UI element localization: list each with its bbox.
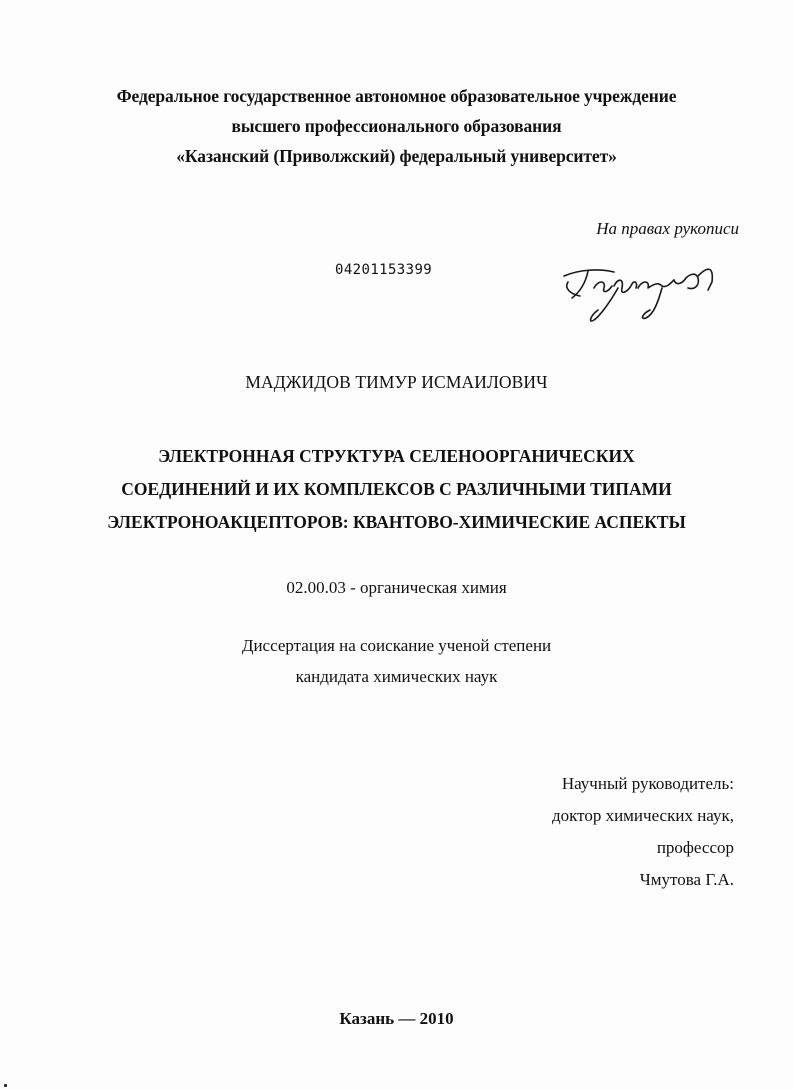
title-line-3: ЭЛЕКТРОНОАКЦЕПТОРОВ: КВАНТОВО-ХИМИЧЕСКИЕ АСПЕКТЫ (107, 512, 686, 532)
supervisor-name: Чмутова Г.А. (639, 870, 734, 889)
institution-line-3: «Казанский (Приволжский) федеральный университет» (176, 146, 617, 166)
institution-line-2: высшего профессионального образования (231, 116, 562, 136)
handwritten-signature (558, 258, 718, 330)
institution-line-1: Федеральное государственное автономное образовательное учреждение (116, 86, 677, 106)
supervisor-rank: профессор (656, 838, 734, 857)
author-name: МАДЖИДОВ ТИМУР ИСМАИЛОВИЧ (245, 372, 548, 392)
supervisor-label: Научный руководитель: (561, 774, 734, 793)
title-line-2: СОЕДИНЕНИЙ И ИХ КОМПЛЕКСОВ С РАЗЛИЧНЫМИ ТИПАМИ (121, 479, 672, 499)
specialty: 02.00.03 - органическая химия (286, 578, 507, 597)
supervisor-degree: доктор химических наук, (551, 806, 734, 825)
manuscript-note: На правах рукописи (596, 219, 739, 238)
degree-line-2: кандидата химических наук (295, 667, 498, 686)
city-year: Казань — 2010 (339, 1009, 454, 1028)
scan-speck (4, 1084, 7, 1087)
catalog-number: 04201153399 (335, 262, 433, 278)
title-line-1: ЭЛЕКТРОННАЯ СТРУКТУРА СЕЛЕНООРГАНИЧЕСКИХ (158, 446, 635, 466)
degree-line-1: Диссертация на соискание ученой степени (241, 636, 552, 655)
